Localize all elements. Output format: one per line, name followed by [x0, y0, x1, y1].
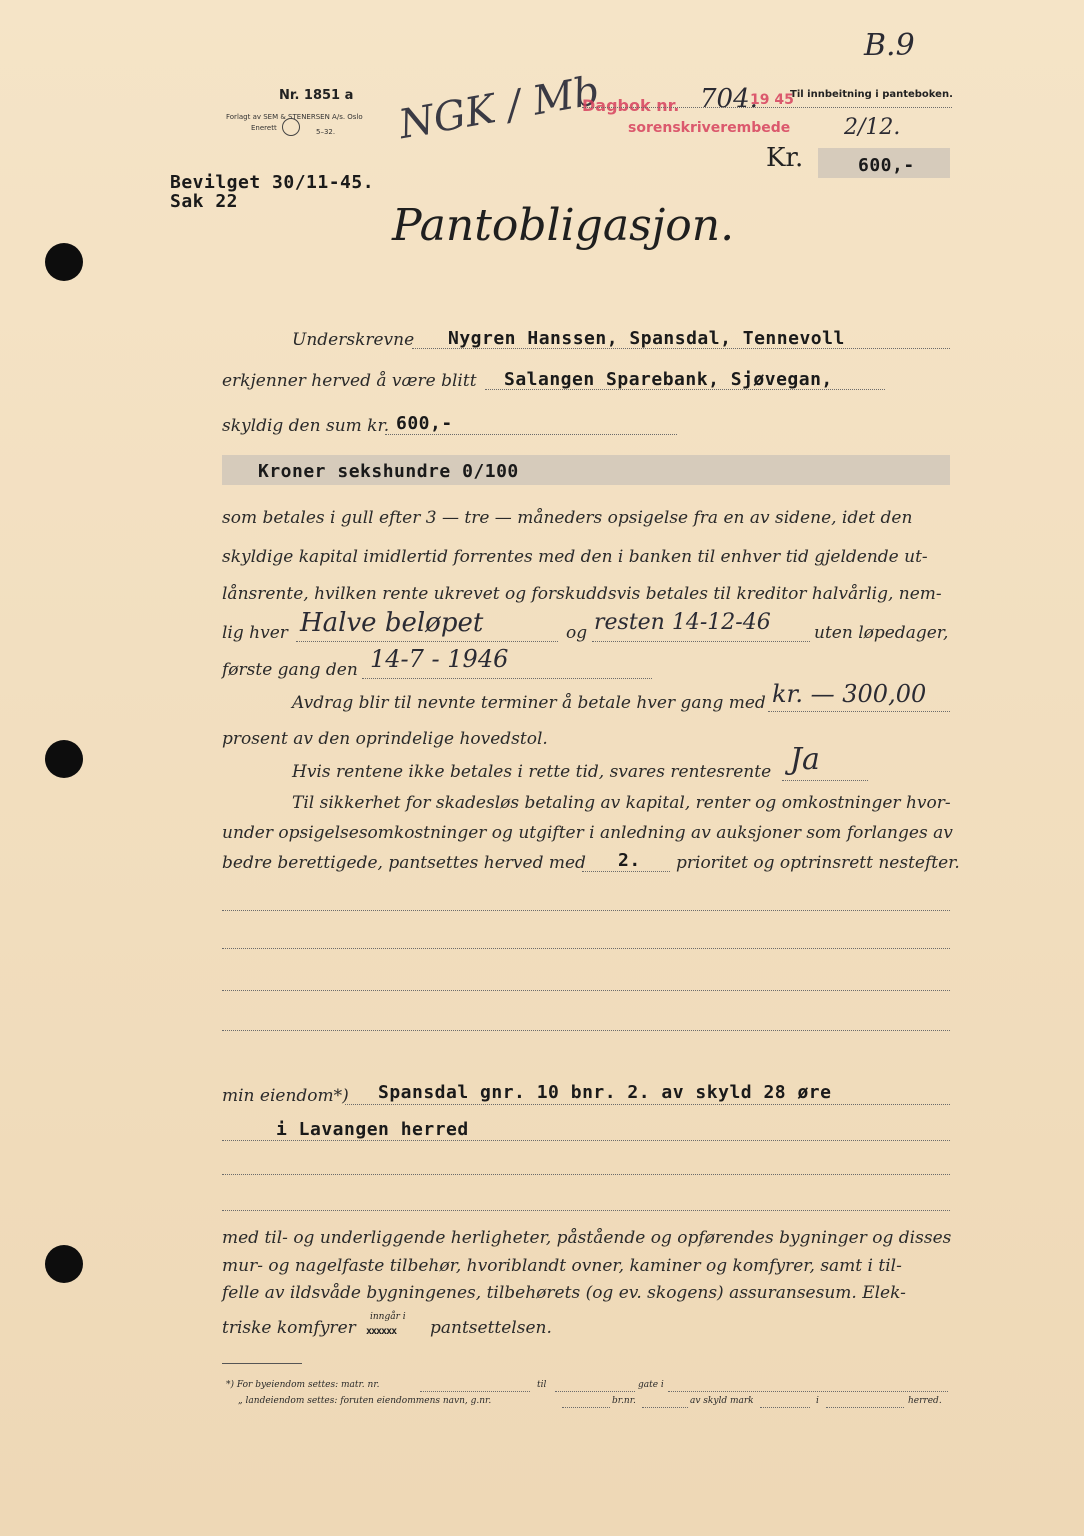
paragraph-line: felle av ildsvåde bygningenes, tilbehørets (og ev. skogens) assuransesum. Elek-: [222, 1283, 906, 1303]
skyldig-value: 600,-: [396, 413, 453, 434]
komfyrer-label: triske komfyrer: [222, 1318, 356, 1338]
skyldig-line: [385, 434, 677, 435]
inngaar-label: inngår i: [370, 1312, 406, 1322]
footnote-dots: [562, 1407, 610, 1408]
uten-label: uten løpedager,: [814, 623, 949, 643]
innbeitning-label: Til innbeitning i panteboken.: [790, 89, 953, 100]
og-line: [592, 641, 810, 642]
erkjenner-value: Salangen Sparebank, Sjøvegan,: [504, 369, 833, 390]
publisher-enerett: Enerett: [251, 124, 277, 132]
blank-line: [222, 1174, 950, 1175]
blank-line: [222, 1030, 950, 1031]
publisher-line: Forlagt av SEM & STENERSEN A/s. Oslo: [226, 113, 363, 121]
footnote-i: i: [816, 1396, 819, 1406]
publisher-date: 5–32.: [316, 128, 336, 136]
paragraph-line: med til- og underliggende herligheter, påstående og opførendes bygninger og disses: [222, 1228, 952, 1248]
lig-hver-label: lig hver: [222, 623, 288, 643]
footnote-divider: [222, 1363, 302, 1364]
eiendom-label: min eiendom*): [222, 1086, 349, 1106]
punch-hole-bottom: [45, 1245, 83, 1283]
stamp-underline: [582, 107, 952, 108]
og-value: resten 14-12-46: [594, 610, 771, 635]
blank-line: [222, 910, 950, 911]
forste-label: første gang den: [222, 660, 358, 680]
skyldig-label: skyldig den sum kr.: [222, 416, 390, 436]
underskrevne-label: Underskrevne: [292, 330, 415, 350]
approval-line: Bevilget 30/11-45.: [170, 172, 375, 193]
prosent-label: prosent av den oprindelige hovedstol.: [222, 729, 548, 749]
sorenskriver-stamp: sorenskriverembede: [628, 120, 791, 136]
page-title: Pantobligasjon.: [392, 200, 735, 251]
lig-hver-value: Halve beløpet: [300, 608, 484, 638]
footnote-dots: [826, 1407, 904, 1408]
hvis-value: Ja: [790, 742, 820, 777]
forste-line: [362, 678, 652, 679]
footnote-line: *) For byeiendom settes: matr. nr.: [226, 1380, 380, 1390]
eiendom-line: [345, 1104, 950, 1105]
struck-text: xxxxxx: [366, 1326, 397, 1337]
amount-words: Kroner sekshundre 0/100: [258, 461, 519, 482]
eiendom-line-2: [222, 1140, 950, 1141]
dagbok-number: 704.: [700, 84, 758, 114]
avdrag-value: kr. — 300,00: [772, 680, 927, 708]
prioritet-value: 2.: [618, 850, 641, 871]
footnote-til: til: [537, 1380, 547, 1390]
lig-hver-line: [296, 641, 558, 642]
kr-label: Kr.: [766, 143, 804, 173]
stamp-date: 2/12.: [844, 115, 901, 140]
paragraph-line: Til sikkerhet for skadesløs betaling av kapital, renter og omkostninger hvor-: [292, 793, 951, 813]
hvis-label: Hvis rentene ikke betales i rette tid, svares rentesrente: [292, 762, 772, 782]
dagbok-year: 19 45: [750, 92, 794, 108]
avdrag-label: Avdrag blir til nevnte terminer å betale hver gang med: [292, 693, 766, 713]
blank-line: [222, 948, 950, 949]
paragraph-line: som betales i gull efter 3 — tre — måneders opsigelse fra en av sidene, idet den: [222, 508, 913, 528]
forste-value: 14-7 - 1946: [370, 645, 509, 673]
paragraph-line: skyldige kapital imidlertid forrentes med den i banken til enhver tid gjeldende ut-: [222, 547, 928, 567]
footnote-line: „ landeiendom settes: foruten eiendommens navn, g.nr.: [238, 1396, 492, 1406]
punch-hole-top: [45, 243, 83, 281]
avdrag-line: [768, 711, 950, 712]
form-number: Nr. 1851 a: [279, 88, 354, 103]
approval-case: Sak 22: [170, 191, 239, 212]
pantsettelsen-label: pantsettelsen.: [430, 1318, 552, 1338]
underskrevne-value: Nygren Hanssen, Spansdal, Tennevoll: [448, 328, 845, 349]
prioritet-label: prioritet og optrinsrett nestefter.: [676, 853, 960, 873]
pantsettes-label: bedre berettigede, pantsettes herved med: [222, 853, 586, 873]
footnote-dots: [760, 1407, 810, 1408]
paragraph-line: lånsrente, hvilken rente ukrevet og forskuddsvis betales til kreditor halvårlig, nem-: [222, 584, 942, 604]
paragraph-line: mur- og nagelfaste tilbehør, hvoriblandt ovner, kaminer og komfyrer, samt i til-: [222, 1256, 902, 1276]
publisher-logo-icon: [282, 118, 300, 136]
eiendom-value-2: i Lavangen herred: [276, 1119, 469, 1140]
paragraph-line: under opsigelsesomkostninger og utgifter i anledning av auksjoner som forlanges av: [222, 823, 953, 843]
blank-line: [222, 990, 950, 991]
kr-amount: 600,-: [858, 155, 915, 176]
footnote-skyld: av skyld mark: [690, 1396, 754, 1406]
punch-hole-middle: [45, 740, 83, 778]
footnote-herred: herred.: [908, 1396, 942, 1406]
og-label: og: [566, 623, 588, 643]
footnote-brnr: br.nr.: [612, 1396, 636, 1406]
dagbok-stamp-label: Dagbok nr.: [582, 96, 680, 115]
hvis-line: [782, 780, 868, 781]
footnote-dots: [668, 1391, 948, 1392]
erkjenner-label: erkjenner herved å være blitt: [222, 371, 477, 391]
footnote-dots: [555, 1391, 635, 1392]
folio-number: B.9: [864, 28, 915, 63]
footnote-dots: [420, 1391, 530, 1392]
handwritten-initials: NGK / Mb: [395, 67, 603, 149]
footnote-dots: [642, 1407, 688, 1408]
blank-line: [222, 1210, 950, 1211]
footnote-gate: gate i: [638, 1380, 664, 1390]
eiendom-value: Spansdal gnr. 10 bnr. 2. av skyld 28 øre: [378, 1082, 832, 1103]
prioritet-line: [582, 871, 670, 872]
